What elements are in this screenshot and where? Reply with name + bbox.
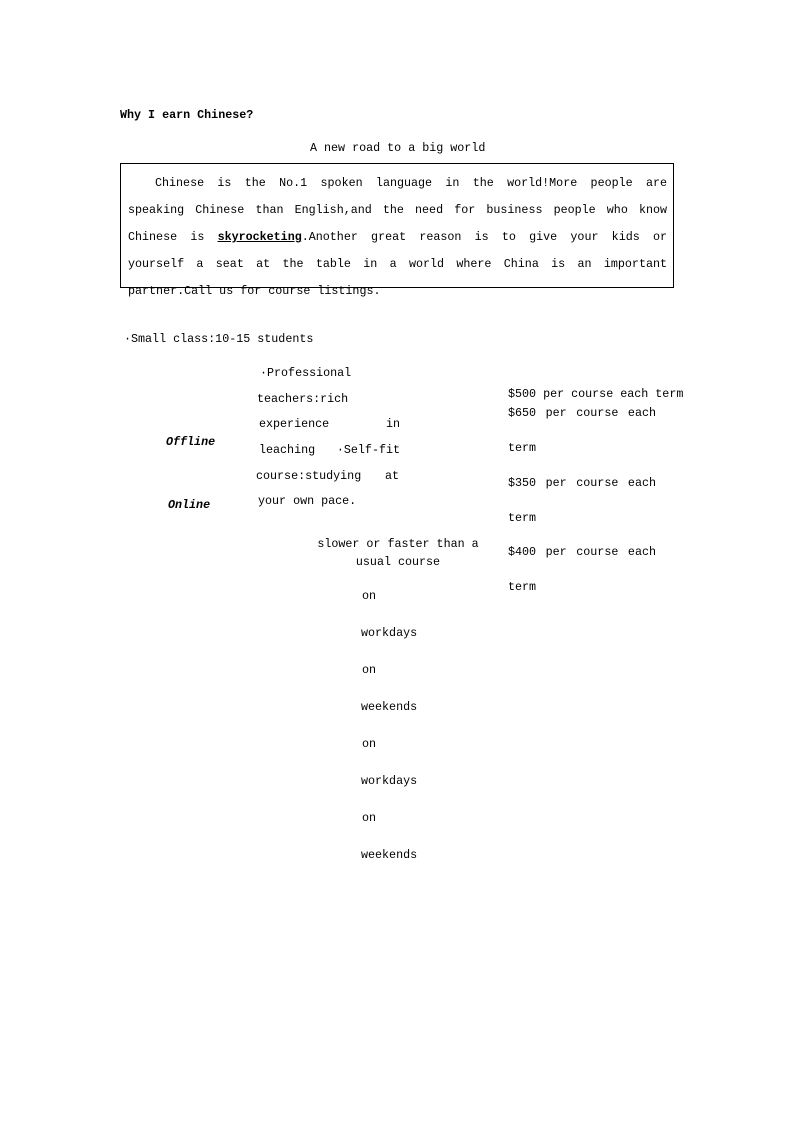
feature-line: course:studying at xyxy=(256,469,399,483)
intro-line: partner.Call us for course listings. xyxy=(128,284,381,298)
intro-line-end: .Another great reason is to give your kids or xyxy=(301,230,667,244)
feature-line: ·Professional xyxy=(260,366,352,380)
price-line: $500 per course each term xyxy=(508,387,684,401)
intro-line xyxy=(128,224,667,251)
intro-line: yourself a seat at the table in a world where China is an important xyxy=(128,257,667,271)
keyword-emphasis: skyrocketing xyxy=(217,230,302,244)
feature-line: teachers:rich xyxy=(257,392,349,406)
feature-line: leaching ·Self-fit xyxy=(259,443,400,457)
schedule-item: on xyxy=(362,663,377,677)
pace-note-line: slower or faster than a xyxy=(317,537,479,551)
price-line: $350 per course each xyxy=(508,476,656,490)
schedule-item: workdays xyxy=(361,626,418,640)
price-unit: term xyxy=(508,441,537,455)
pace-note-line: usual course xyxy=(355,555,441,569)
schedule-item: weekends xyxy=(361,848,418,862)
intro-line: speaking Chinese than English,and the need for business people who know xyxy=(128,203,667,217)
feature-line: experience in xyxy=(259,417,400,431)
schedule-item: on xyxy=(362,811,377,825)
online-label: Online xyxy=(168,498,211,512)
price-unit: term xyxy=(508,511,537,525)
schedule-item: workdays xyxy=(361,774,418,788)
price-unit: term xyxy=(508,580,537,594)
page-heading: Why I earn Chinese? xyxy=(120,108,254,122)
small-class-bullet: ·Small class:10-15 students xyxy=(124,332,314,346)
schedule-item: on xyxy=(362,589,377,603)
intro-paragraph xyxy=(128,170,667,305)
intro-line: Chinese is the No.1 spoken language in the world!More people are xyxy=(155,176,667,190)
intro-line-start: Chinese is xyxy=(128,230,205,244)
price-line: $650 per course each xyxy=(508,406,656,420)
feature-line: your own pace. xyxy=(258,494,357,508)
page-subtitle: A new road to a big world xyxy=(310,141,486,155)
schedule-item: on xyxy=(362,737,377,751)
schedule-item: weekends xyxy=(361,700,418,714)
offline-label: Offline xyxy=(166,435,216,449)
price-line: $400 per course each xyxy=(508,545,656,559)
